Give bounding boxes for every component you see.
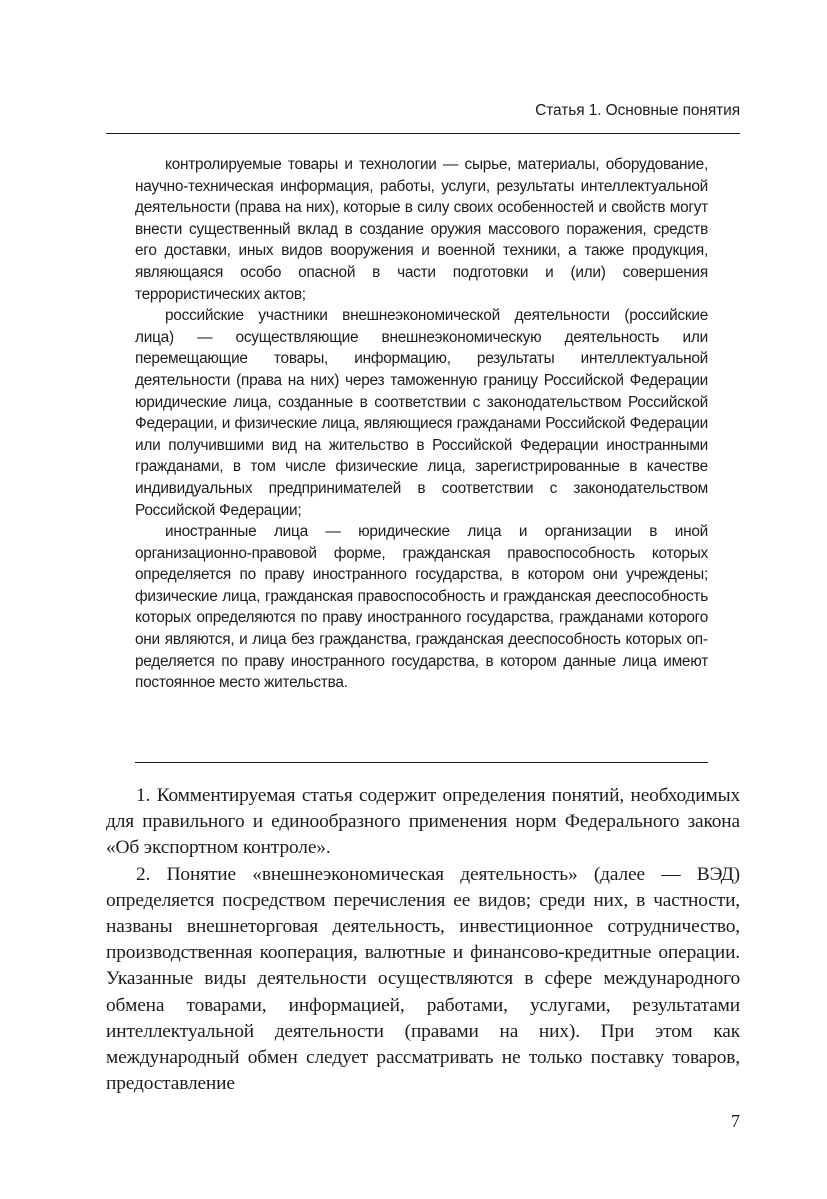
law-paragraph-russian-participants: российские участники внешнеэкономической деятельности (российские лица) — осуществляющие внешнеэкономическую деятельность или перемещающие товары, информацию, результаты интеллектуальной деятельности (права на них) через таможенную границу Российской Федерации юридические лица, созданные в соответствии с законодательством Российской Федерации, и физические лица, являющиеся гражданами Российской Федерации или получившими вид на жительство в Российской Федерации иностранными гражданами, в том числе физические лица, зарегистрированные в качестве индивидуальных предпринимателей в соответствии с законодательством Российской Федерации; [135,307,708,519]
running-header: Статья 1. Основные понятия [535,102,740,119]
commentary-paragraph-2: 2. Понятие «внешнеэкономическая деятельность» (далее — ВЭД) определяется посредством перечисления ее видов; среди них, в частности, названы внешнеторговая деятельность, инвестиционное сотрудничество, производственная кооперация, валютные и финансово-кредитные операции. Указанные виды деятельности осуществляются в сфере международного обмена товарами, информацией, работами, услугами, результатами интеллектуальной деятельности (правами на них). При этом как международный обмен следует рассматривать не только поставку товаров, предоставление [106,863,740,1095]
law-paragraph-foreign-persons: иностранные лица — юридические лица и организации в иной организационно-правовой форме, гражданская правоспособность которых определяется по праву иностранного государства, в котором они учреждены; физические лица, гражданская правоспособность и гражданская дееспособность которых определяются по праву иностранного государства, гражданами которого они являются, и лица без гражданства, гражданская дееспособность которых определяется по праву иностранного государства, в котором данные лица имеют постоянное место жительства. [135,523,708,692]
law-text-block [135,154,708,694]
law-text-divider [135,762,708,763]
header-divider [106,133,740,134]
law-paragraph-controlled-goods: контролируемые товары и технологии — сырье, материалы, оборудование, научно-техническая информация, работы, услуги, результаты интеллектуальной деятельности (права на них), которые в силу своих особенностей и свойств могут внести существенный вклад в создание оружия массового поражения, средств его доставки, иных видов вооружения и военной техники, а также продукция, являющаяся особо опасной в части подготовки и (или) совершения террористических актов; [135,156,708,303]
commentary-paragraph-1: 1. Комментируемая статья содержит определения понятий, необходимых для правильного и единообразного применения норм Федерального закона «Об экспортном контроле». [106,785,740,859]
page-number: 7 [731,1111,740,1131]
commentary-block [106,783,740,1097]
